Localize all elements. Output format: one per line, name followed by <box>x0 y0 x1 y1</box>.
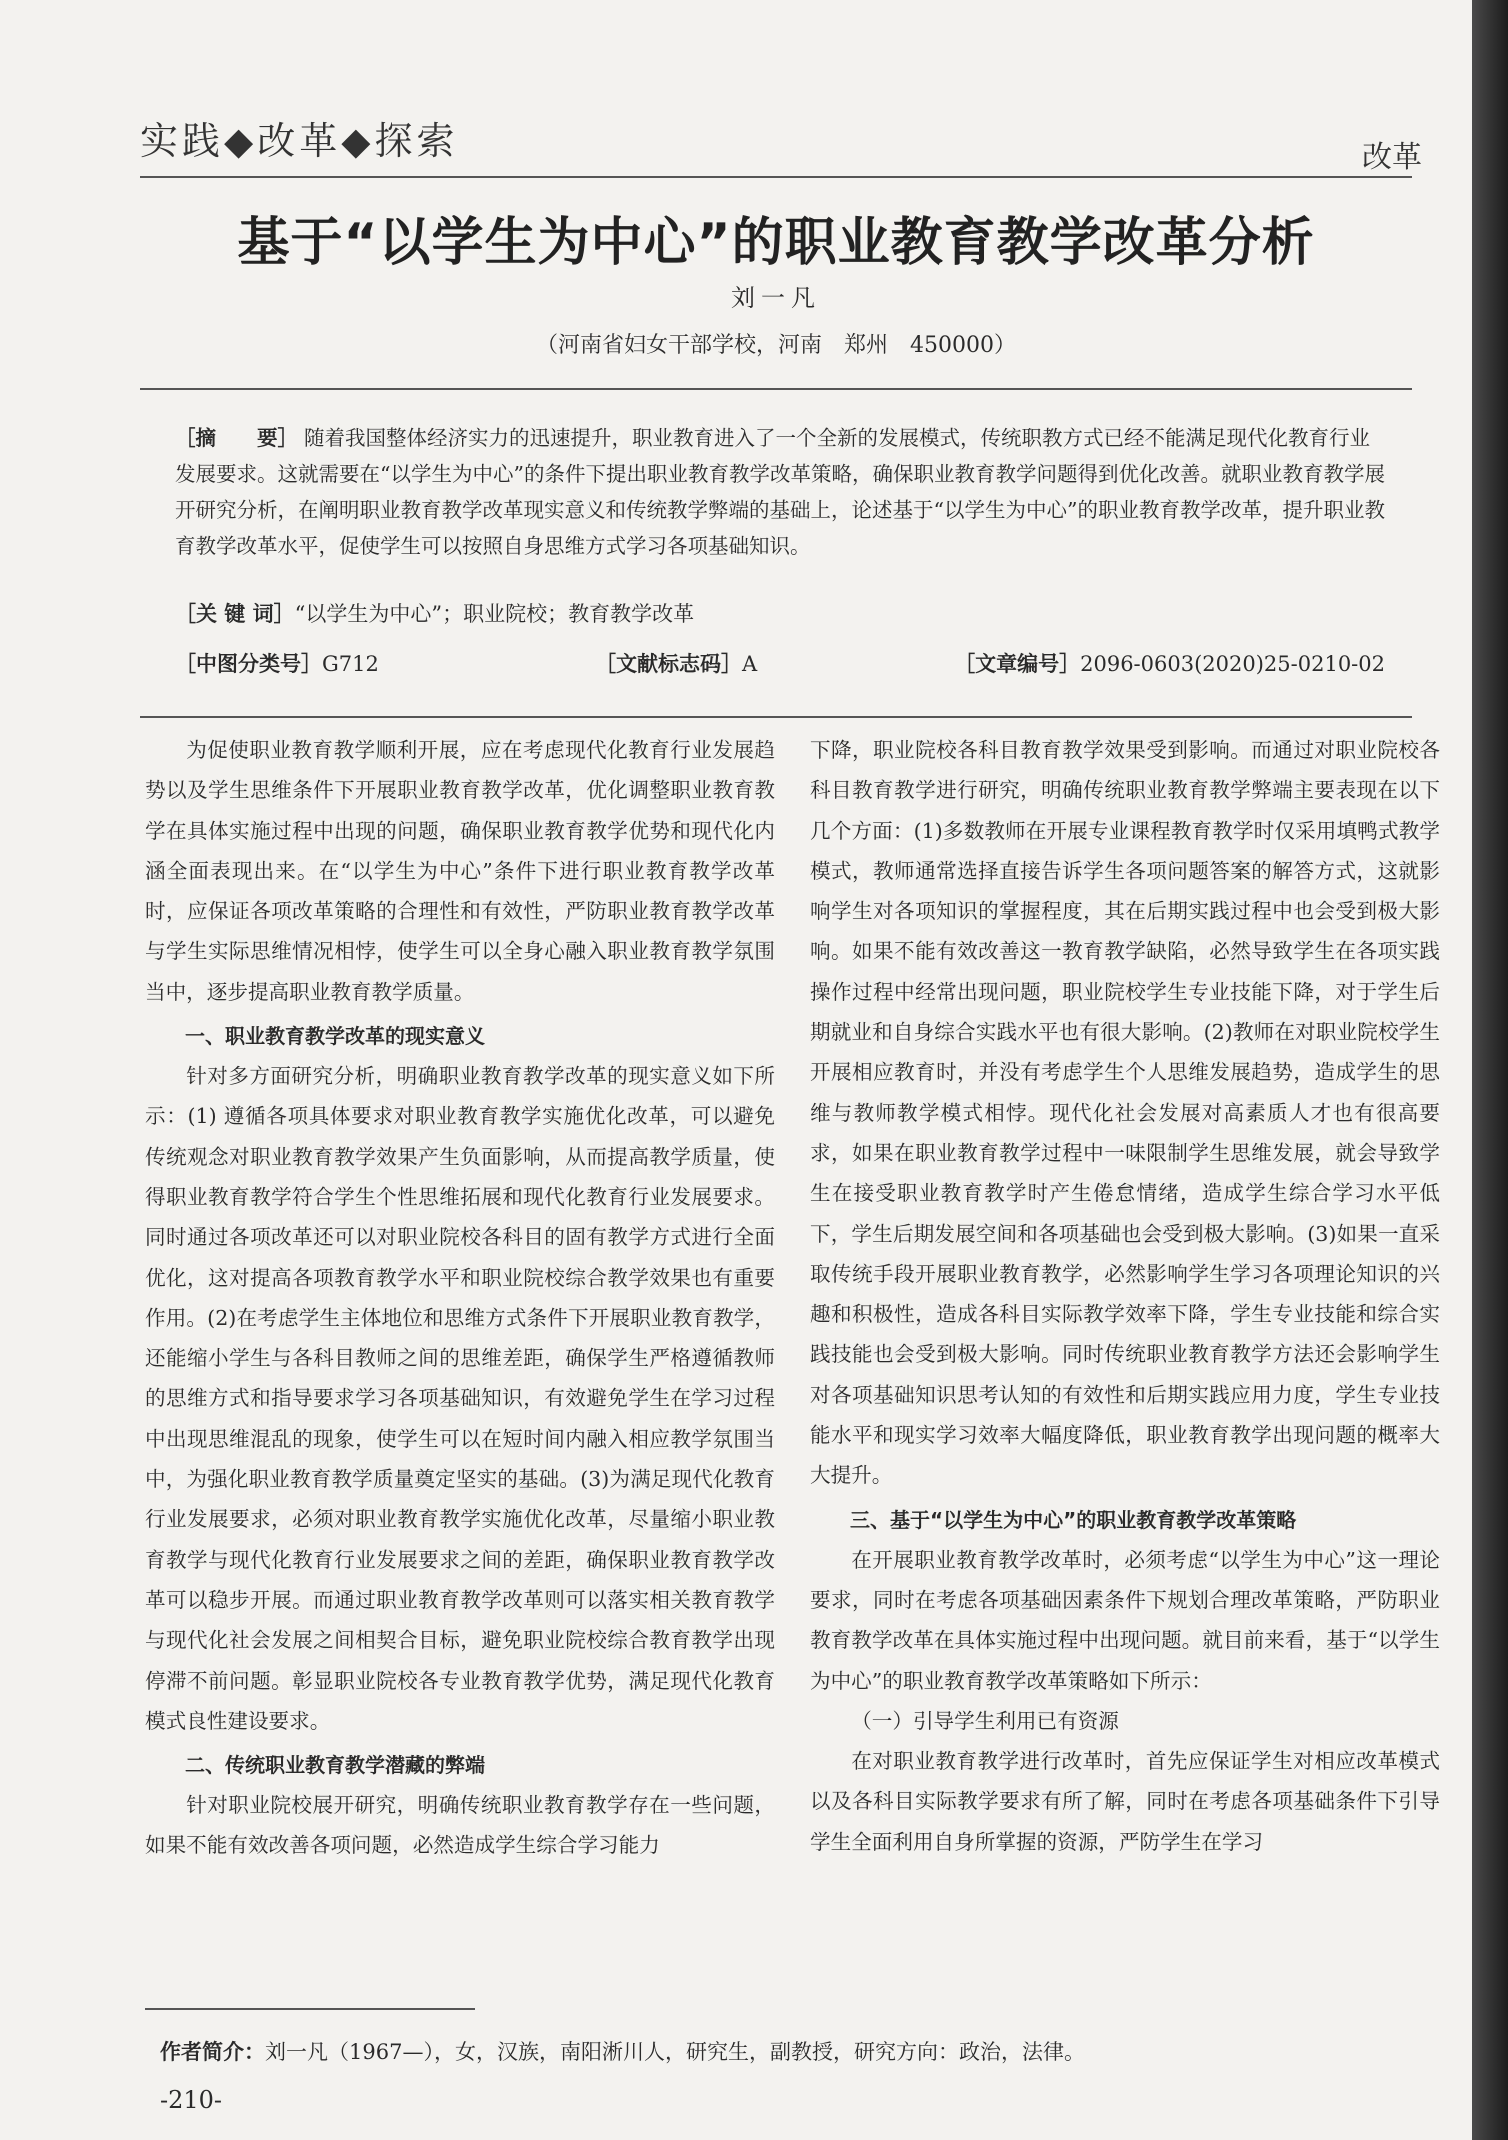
abstract-rule <box>140 716 1412 718</box>
intro-paragraph: 为促使职业教育教学顺利开展，应在考虑现代化教育行业发展趋势以及学生思维条件下开展职业教育教学改革，优化调整职业教育教学在具体实施过程中出现的问题，确保职业教育教学优势和现代化内涵全面表现出来。在“以学生为中心”条件下进行职业教育教学改革时，应保证各项改革策略的合理性和有效性，严防职业教育教学改革与学生实际思维情况相悖，使学生可以全身心融入职业教育教学氛围当中，逐步提高职业教育教学质量。 <box>145 738 775 1004</box>
header-rule <box>140 176 1412 178</box>
section-3-paragraph: 在开展职业教育教学改革时，必须考虑“以学生为中心”这一理论要求，同时在考虑各项基础因素条件下规划合理改革策略，严防职业教育教学改革在具体实施过程中出现问题。就目前来看，基于“以学生为中心”的职业教育教学改革策略如下所示： <box>810 1547 1440 1693</box>
author-footnote <box>160 2036 1085 2066</box>
article-number-value: 2096-0603(2020)25-0210-02 <box>1080 652 1385 676</box>
title-rule <box>140 388 1412 390</box>
keywords-text: “以学生为中心”；职业院校；教育教学改革 <box>294 602 695 626</box>
section-2-continued: 下降，职业院校各科目教育教学效果受到影响。而通过对职业院校各科目教育教学进行研究，明确传统职业教育教学弊端主要表现在以下几个方面：(1)多数教师在开展专业课程教育教学时仅采用填鸭式教学模式，教师通常选择直接告诉学生各项问题答案的解答方式，这就影响学生对各项知识的掌握程度，其在后期实践过程中也会受到极大影响。如果不能有效改善这一教育教学缺陷，必然导致学生在各项实践操作过程中经常出现问题，职业院校学生专业技能下降，对于学生后期就业和自身综合实践水平也有很大影响。(2)教师在对职业院校学生开展相应教育时，并没有考虑学生个人思维发展趋势，造成学生的思维与教师教学模式相悖。现代化社会发展对高素质人才也有很高要求，如果在职业教育教学过程中一味限制学生思维发展，就会导致学生在接受职业教育教学时产生倦怠情绪，造成学生综合学习水平低下，学生后期发展空间和各项基础也会受到极大影响。(3)如果一直采取传统手段开展职业教育教学，必然影响学生学习各项理论知识的兴趣和积极性，造成各科目实际教学效率下降，学生专业技能和综合实践技能也会受到极大影响。同时传统职业教育教学方法还会影响学生对各项基础知识思考认知的有效性和后期实践应用力度，学生专业技能水平和现实学习效率大幅度降低，职业教育教学出现问题的概率大大提升。 <box>810 738 1440 1488</box>
keywords-line <box>175 598 1385 628</box>
section-heading-3: 三、基于“以学生为中心”的职业教育教学改革策略 <box>850 1507 1297 1532</box>
body-column-left <box>145 730 775 1866</box>
doc-code-value: A <box>742 652 758 676</box>
article-title: 基于“以学生为中心”的职业教育教学改革分析 <box>237 213 1315 273</box>
page-number: -210- <box>160 2086 223 2114</box>
subsection-1-paragraph: 在对职业教育教学进行改革时，首先应保证学生对相应改革模式以及各科目实际教学要求有所了解，同时在考虑各项基础条件下引导学生全面利用自身所掌握的资源，严防学生在学习 <box>810 1749 1440 1854</box>
section-1-paragraph: 针对多方面研究分析，明确职业教育教学改革的现实意义如下所示：(1) 遵循各项具体要求对职业教育教学实施优化改革，可以避免传统观念对职业教育教学效果产生负面影响，从而提高教学质量，使得职业教育教学符合学生个性思维拓展和现代化教育行业发展要求。同时通过各项改革还可以对职业院校各科目的固有教学方式进行全面优化，这对提高各项教育教学水平和职业院校综合教学效果也有重要作用。(2)在考虑学生主体地位和思维方式条件下开展职业教育教学，还能缩小学生与各科目教师之间的思维差距，确保学生严格遵循教师的思维方式和指导要求学习各项基础知识，有效避免学生在学习过程中出现思维混乱的现象，使学生可以在短时间内融入相应教学氛围当中，为强化职业教育教学质量奠定坚实的基础。(3)为满足现代化教育行业发展要求，必须对职业教育教学实施优化改革，尽量缩小职业教育教学与现代化教育行业发展要求之间的差距，确保职业教育教学改革可以稳步开展。而通过职业教育教学改革则可以落实相关教育教学与现代化社会发展之间相契合目标，避免职业院校综合教育教学出现停滞不前问题。彰显职业院校各专业教育教学优势，满足现代化教育模式良性建设要求。 <box>145 1064 775 1733</box>
section-heading-2: 二、传统职业教育教学潜藏的弊端 <box>185 1753 485 1778</box>
section-2-paragraph: 针对职业院校展开研究，明确传统职业教育教学存在一些问题，如果不能有效改善各项问题，必然造成学生综合学习能力 <box>145 1793 775 1858</box>
author-affiliation: （河南省妇女干部学校，河南 郑州 450000） <box>536 333 1016 358</box>
clc-label: ［中图分类号］ <box>175 651 322 676</box>
body-column-right <box>810 730 1440 1862</box>
footnote-text: 刘一凡（1967—），女，汉族，南阳淅川人，研究生，副教授，研究方向：政治，法律。 <box>265 2040 1085 2064</box>
clc-value: G712 <box>322 652 379 676</box>
running-header-left: 实践◆改革◆探索 <box>140 119 459 163</box>
footnote-rule <box>145 2008 475 2010</box>
footnote-label: 作者简介： <box>160 2039 265 2064</box>
doc-code-label: ［文献标志码］ <box>595 651 742 676</box>
classification-line <box>175 648 1385 678</box>
book-spine-shadow <box>1472 0 1508 2140</box>
running-header-right: 改革 <box>1362 140 1422 175</box>
article-author: 刘一凡 <box>731 284 821 312</box>
article-number-label: ［文章编号］ <box>954 651 1081 676</box>
article-number <box>954 648 1385 678</box>
section-heading-1: 一、职业教育教学改革的现实意义 <box>185 1024 485 1049</box>
keywords-label: ［关 键 词］ <box>175 601 295 626</box>
doc-code <box>595 648 757 678</box>
abstract-label: ［摘 要］ <box>175 426 298 450</box>
abstract-block <box>175 420 1385 564</box>
subsection-heading-1: （一）引导学生利用已有资源 <box>851 1708 1119 1733</box>
abstract-text: 随着我国整体经济实力的迅速提升，职业教育进入了一个全新的发展模式，传统职教方式已经不能满足现代化教育行业发展要求。这就需要在“以学生为中心”的条件下提出职业教育教学改革策略，确保职业教育教学问题得到优化改善。就职业教育教学展开研究分析，在阐明职业教育教学改革现实意义和传统教学弊端的基础上，论述基于“以学生为中心”的职业教育教学改革，提升职业教育教学改革水平，促使学生可以按照自身思维方式学习各项基础知识。 <box>175 426 1385 558</box>
